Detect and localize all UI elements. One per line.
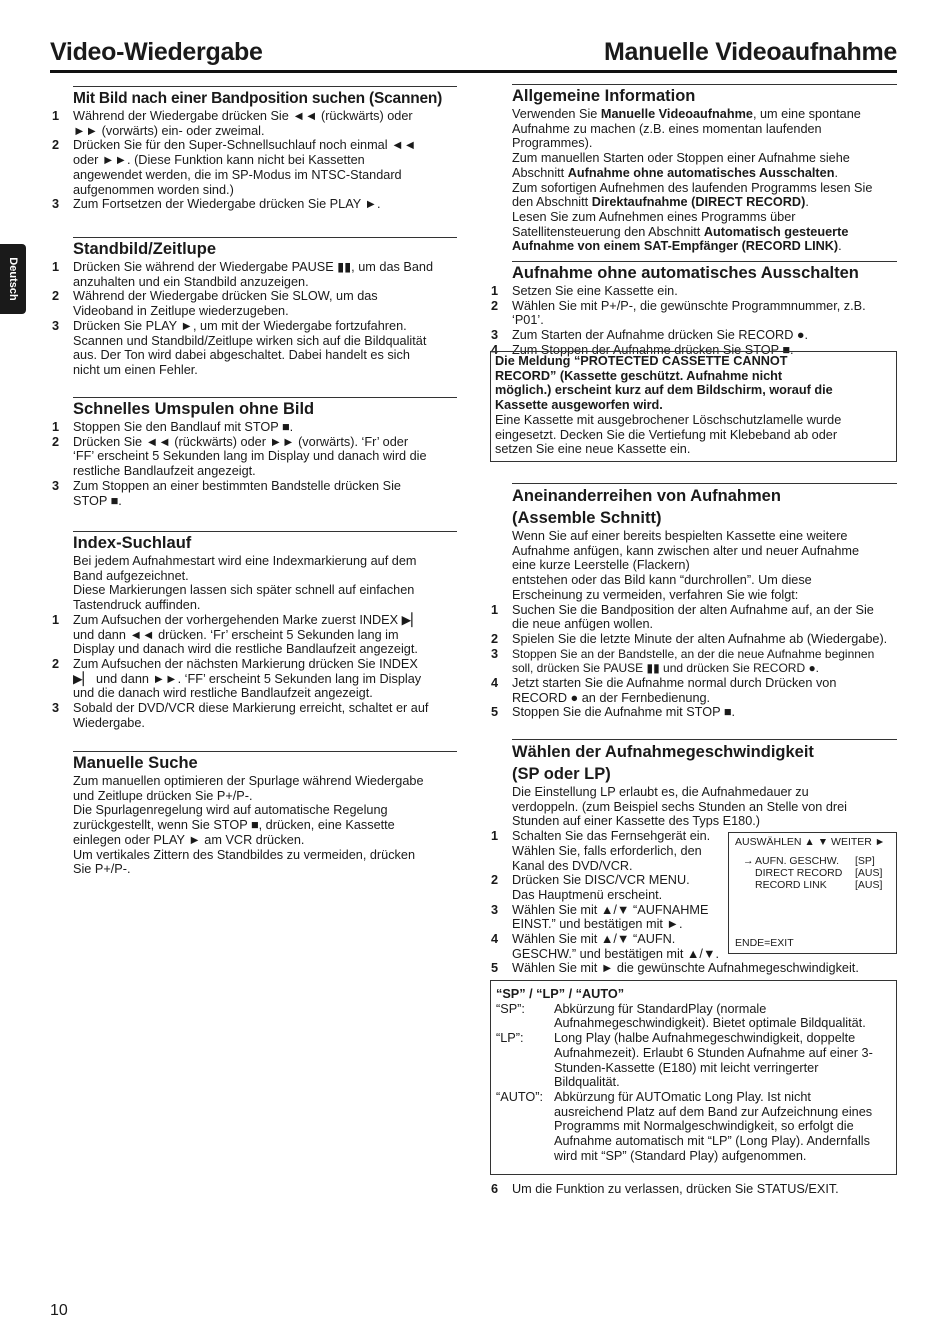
step: 3 Wählen Sie mit ▲/▼ “AUFNAHME EINST.” und bestätigen mit ►.: [491, 902, 709, 932]
section-assemble: [491, 483, 897, 720]
osd-row-label: RECORD LINK: [755, 879, 827, 891]
page-title-right: Manuelle Videoaufnahme: [603, 38, 897, 66]
page-title-left: Video-Wiedergabe: [50, 38, 263, 66]
section-fast-wind: [52, 397, 457, 508]
osd-row-value: [AUS]: [855, 867, 883, 879]
note-text: Eine Kassette mit ausgebrochener Löschschutzlamelle wurde eingesetzt. Decken Sie die Vertiefung mit Klebeband ab oder setzen Sie eine neue Kassette ein.: [495, 412, 842, 457]
step: 1 Während der Wiedergabe drücken Sie ◄◄ (rückwärts) oder ►► (vorwärts) ein- oder zweimal.: [52, 109, 413, 138]
note-title: Die Meldung “PROTECTED CASSETTE CANNOT RECORD” (Kassette geschützt. Aufnahme nicht möglich.) erscheint kurz auf dem Bildschirm, worauf die Kassette ausgeworfen wird.: [495, 354, 833, 413]
step: 1 Suchen Sie die Bandposition der alten Aufnahme auf, an der Sie die neue anfügen wollen.: [491, 602, 874, 632]
step: 3 Drücken Sie PLAY ►, um mit der Wiedergabe fortzufahren. Scannen und Standbild/Zeitlupe wirken sich auf die Bildqualität aus. Der Ton wird dabei abgeschaltet. Dabei handelt es sich nicht um einen Fehler.: [52, 318, 427, 377]
definition: “SP”: Abkürzung für StandardPlay (normale Aufnahmegeschwindigkeit). Bietet optimale Bildqualität.: [496, 1001, 866, 1031]
section-title: Aneinanderreihen von Aufnahmen (Assemble Schnitt): [512, 483, 897, 529]
section-title: Allgemeine Information: [512, 84, 897, 107]
osd-row-value: [SP]: [855, 855, 875, 867]
section-title: Mit Bild nach einer Bandposition suchen (Scannen): [73, 86, 457, 109]
step: 3 Stoppen Sie an der Bandstelle, an der die neue Aufnahme beginnen soll, drücken Sie PAUSE ▮▮ und drücken Sie RECORD ●.: [491, 646, 875, 676]
step: 3 Zum Fortsetzen der Wiedergabe drücken Sie PLAY ►.: [52, 197, 381, 212]
osd-menu-screen: [728, 832, 897, 954]
osd-row-label: AUFN. GESCHW.: [755, 855, 840, 867]
step: 2 Spielen Sie die letzte Minute der alten Aufnahme ab (Wiedergabe).: [491, 631, 888, 646]
section-index-search: [52, 531, 457, 730]
step: 1 Stoppen Sie den Bandlauf mit STOP ■.: [52, 420, 294, 434]
section-title: Schnelles Umspulen ohne Bild: [73, 397, 457, 420]
step: 2 Wählen Sie mit P+/P-, die gewünschte Programmnummer, z.B. ‘P01’.: [491, 298, 866, 328]
section-title: Index-Suchlauf: [73, 531, 457, 554]
section-still: [52, 237, 457, 378]
step: 2 Während der Wiedergabe drücken Sie SLOW, um das Videoband in Zeitlupe wiederzugeben.: [52, 289, 378, 319]
section-scan: [52, 86, 457, 212]
step: 1 Drücken Sie während der Wiedergabe PAUSE ▮▮, um das Band anzuhalten und ein Standbild anzuzeigen.: [52, 260, 433, 289]
step: 3 Zum Starten der Aufnahme drücken Sie RECORD ●.: [491, 328, 809, 343]
section-title: Standbild/Zeitlupe: [73, 237, 457, 260]
section-manual-search: [73, 751, 457, 877]
step: 2 Drücken Sie DISC/VCR MENU. Das Hauptmenü erscheint.: [491, 873, 690, 902]
definition: “AUTO”: Abkürzung für AUTOmatic Long Play. Ist nicht ausreichend Platz auf dem Band zur Aufzeichnung eines Programms mit Normalgeschwindigkeit, so erfolgt die Aufnahme automatisch mit “LP” (Long Play). Andernfalls wird mit “SP” (Standard Play) aufgenommen.: [496, 1089, 873, 1163]
section-intro: Die Einstellung LP erlaubt es, die Aufnahmedauer zu verdoppeln. (zum Beispiel sechs Stunden an Stelle von drei Stunden auf einer Kassette des Typs E180.): [512, 785, 848, 829]
section-title: Manuelle Suche: [73, 751, 457, 774]
page-number: 10: [50, 1302, 68, 1319]
section-text: Zum manuellen optimieren der Spurlage während Wiedergabe und Zeitlupe drücken Sie P+/P-. Die Spurlagenregelung wird auf automatische Regelung zurückgestellt, wenn Sie STOP ■, drücken, eine Kassette einlegen oder PLAY ► am VCR drücken. Um vertikales Zittern des Standbildes zu vermeiden, drücken Sie P+/P-.: [73, 774, 424, 877]
box-title: “SP” / “LP” / “AUTO”: [496, 987, 625, 1001]
language-tab-label: Deutsch: [7, 257, 19, 301]
step: 5 Wählen Sie mit ► die gewünschte Aufnahmegeschwindigkeit.: [491, 961, 859, 976]
step: 3 Sobald der DVD/VCR diese Markierung erreicht, schaltet er auf Wiedergabe.: [52, 701, 429, 730]
section-intro: Bei jedem Aufnahmestart wird eine Indexmarkierung auf dem Band aufgezeichnet. Diese Markierungen lassen sich später schnell auf einfachen Tastendruck auffinden.: [73, 554, 417, 613]
osd-row-arrow: →: [743, 855, 754, 867]
step: 2 Drücken Sie für den Super-Schnellsuchlauf noch einmal ◄◄ oder ►►. (Diese Funktion kann nicht bei Kassetten angewendet werden, die im SP-Modus im NTSC-Standard aufgenommen worden sind.): [52, 138, 417, 197]
step: 2 Zum Aufsuchen der nächsten Markierung drücken Sie INDEX ▶▏ und dann ►►. ‘FF’ erscheint 5 Sekunden lang im Display und die danach wird restliche Bandlaufzeit angezeigt.: [52, 656, 422, 701]
section-intro: Wenn Sie auf einer bereits bespielten Kassette eine weitere Aufnahme anfügen, kann zwischen alter und neuer Aufnahme eine kurze Leerstelle (Flackern) entstehen oder das Bild kann “durchrollen”. Um diese Erscheinung zu vermeiden, verfahren Sie wie folgt:: [512, 529, 860, 602]
step: 2 Drücken Sie ◄◄ (rückwärts) oder ►► (vorwärts). ‘Fr’ oder ‘FF’ erscheint 5 Sekunden lang im Display und danach wird die restliche Bandlaufzeit angezeigt.: [52, 434, 427, 479]
speed-definitions-box: [490, 980, 897, 1175]
step: 1 Setzen Sie eine Kassette ein.: [491, 284, 678, 298]
step: 4 Jetzt starten Sie die Aufnahme normal durch Drücken von RECORD ● an der Fernbedienung.: [491, 676, 837, 705]
step: 1 Schalten Sie das Fernsehgerät ein. Wählen Sie, falls erforderlich, den Kanal des DVD/VCR.: [491, 829, 711, 873]
step: 1 Zum Aufsuchen der vorhergehenden Marke zuerst INDEX ▶▏ und dann ◄◄ drücken. ‘Fr’ erscheint 5 Sekunden lang im Display und danach wird die restliche Bandlaufzeit angezeigt.: [52, 612, 422, 657]
protected-cassette-note: [490, 351, 897, 462]
step: 5 Stoppen Sie die Aufnahme mit STOP ■.: [491, 705, 736, 720]
step-6: [491, 1182, 897, 1197]
osd-footer: ENDE=EXIT: [735, 937, 794, 949]
section-general-info: [512, 84, 897, 254]
section-title: Aufnahme ohne automatisches Ausschalten: [512, 261, 897, 284]
step: 3 Zum Stoppen an einer bestimmten Bandstelle drücken Sie STOP ■.: [52, 478, 401, 508]
section-record-no-auto: [491, 261, 897, 358]
language-tab: [0, 244, 26, 314]
section-text: Verwenden Sie Manuelle Videoaufnahme, um eine spontane Aufnahme zu machen (z.B. eines momentan laufenden Programmes). Zum manuellen Starten oder Stoppen einer Aufnahme siehe Abschnitt Aufnahme ohne automatisches Ausschalten. Zum sofortigen Aufnehmen des laufenden Programms lesen Sie den Abschnitt Direktaufnahme (DIRECT RECORD). Lesen Sie zum Aufnehmen eines Programms über Satellitensteuerung den Abschnitt Automatisch gesteuerte Aufnahme von einem SAT-Empfänger (RECORD LINK).: [512, 107, 873, 254]
header-rule: [50, 70, 897, 73]
step: 4 Zum Stoppen der Aufnahme drücken Sie STOP ■.: [491, 342, 794, 357]
osd-row-label: DIRECT RECORD: [755, 867, 843, 879]
section-title: Wählen der Aufnahmegeschwindigkeit (SP oder LP): [512, 739, 897, 785]
step: 6 Um die Funktion zu verlassen, drücken Sie STATUS/EXIT.: [491, 1182, 839, 1196]
osd-header: AUSWÄHLEN ▲ ▼ WEITER ►: [735, 836, 886, 848]
osd-row-value: [AUS]: [855, 879, 883, 891]
definition: “LP”: Long Play (halbe Aufnahmegeschwindigkeit, doppelte Aufnahmezeit). Erlaubt 6 Stunden Aufnahme auf einer 3- Stunden-Kassette (E180) mit leicht verringerter Bildqualität.: [496, 1031, 873, 1090]
step: 4 Wählen Sie mit ▲/▼ “AUFN. GESCHW.” und bestätigen mit ▲/▼.: [491, 932, 720, 961]
